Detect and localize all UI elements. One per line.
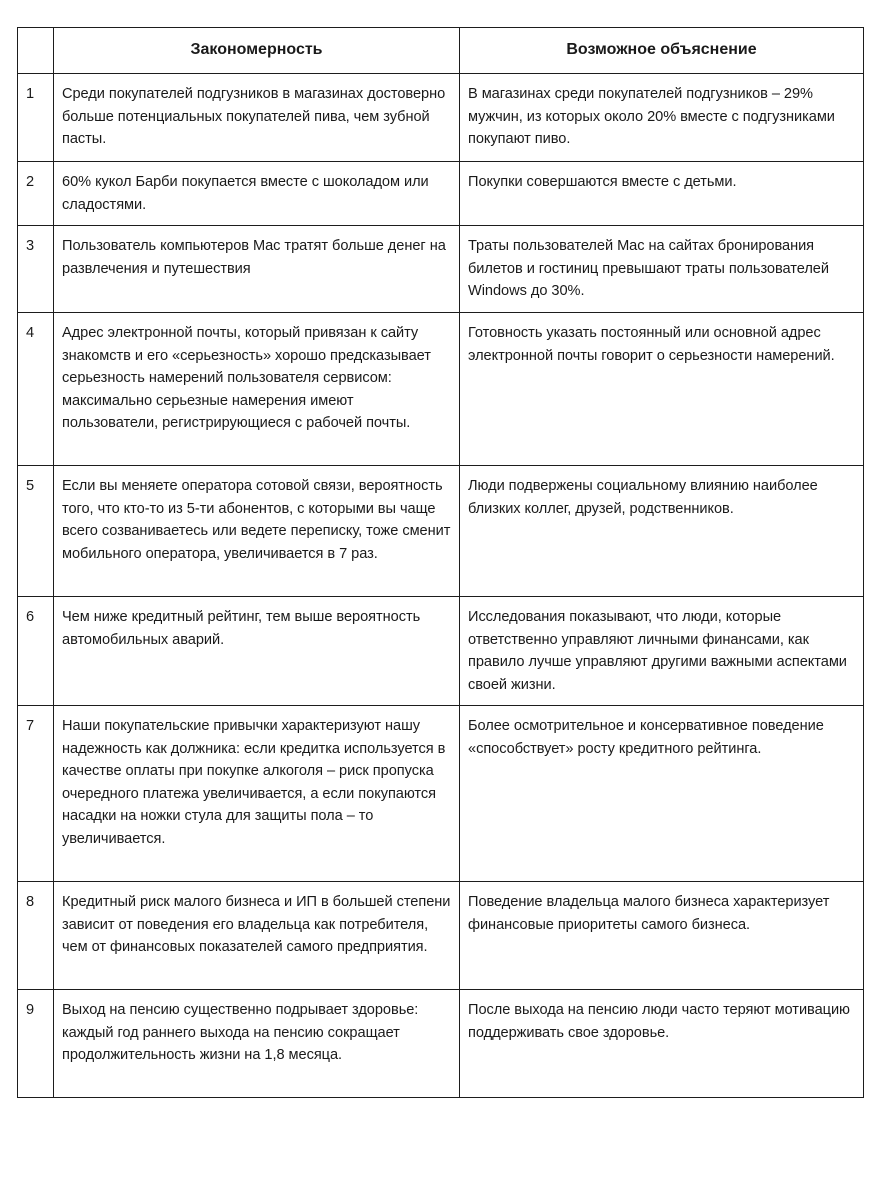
pattern-cell: Адрес электронной почты, который привязан к сайту знакомств и его «серьезность» хорошо предсказывает серьезность намерений пользователя сервисом: максимально серьезные намерения имеют пользователи, регистрирующиеся с рабочей почты. [54,313,460,466]
row-number: 6 [18,597,54,706]
pattern-cell: Кредитный риск малого бизнеса и ИП в большей степени зависит от поведения его владельца как потребителя, чем от финансовых показателей самого предприятия. [54,882,460,990]
row-number: 1 [18,74,54,162]
table-row [18,313,864,466]
pattern-cell: Пользователь компьютеров Mac тратят больше денег на развлечения и путешествия [54,226,460,313]
pattern-cell: 60% кукол Барби покупается вместе с шоколадом или сладостями. [54,162,460,226]
explanation-cell: Траты пользователей Mac на сайтах бронирования билетов и гостиниц превышают траты пользователей Windows до 30%. [460,226,864,313]
table-row [18,466,864,597]
explanation-cell: Поведение владельца малого бизнеса характеризует финансовые приоритеты самого бизнеса. [460,882,864,990]
table-row [18,74,864,162]
row-number: 4 [18,313,54,466]
column-header-explanation: Возможное объяснение [460,28,864,74]
row-number: 2 [18,162,54,226]
row-number: 9 [18,990,54,1098]
explanation-cell: Исследования показывают, что люди, которые ответственно управляют личными финансами, как правило лучше управляют другими важными аспектами своей жизни. [460,597,864,706]
explanation-cell: После выхода на пенсию люди часто теряют мотивацию поддерживать свое здоровье. [460,990,864,1098]
row-number: 5 [18,466,54,597]
row-number: 7 [18,706,54,882]
pattern-cell: Среди покупателей подгузников в магазинах достоверно больше потенциальных покупателей пива, чем зубной пасты. [54,74,460,162]
table-row [18,162,864,226]
pattern-cell: Если вы меняете оператора сотовой связи, вероятность того, что кто-то из 5-ти абонентов, с которыми вы чаще всего созваниваетесь или ведете переписку, тоже сменит мобильного оператора, увеличивается в 7 раз. [54,466,460,597]
explanation-cell: Покупки совершаются вместе с детьми. [460,162,864,226]
pattern-cell: Чем ниже кредитный рейтинг, тем выше вероятность автомобильных аварий. [54,597,460,706]
document-page [17,27,863,1098]
explanation-cell: Более осмотрительное и консервативное поведение «способствует» росту кредитного рейтинга. [460,706,864,882]
pattern-cell: Наши покупательские привычки характеризуют нашу надежность как должника: если кредитка используется в качестве оплаты при покупке алкоголя – риск пропуска очередного платежа увеличивается, а если покупаются насадки на ножки стула для защиты пола – то увеличивается. [54,706,460,882]
table-row [18,597,864,706]
pattern-cell: Выход на пенсию существенно подрывает здоровье: каждый год раннего выхода на пенсию сокращает продолжительность жизни на 1,8 месяца. [54,990,460,1098]
table-row [18,990,864,1098]
row-number: 8 [18,882,54,990]
table-header-row [18,28,864,74]
column-header-number [18,28,54,74]
table-row [18,226,864,313]
table-row [18,706,864,882]
explanation-cell: Готовность указать постоянный или основной адрес электронной почты говорит о серьезности намерений. [460,313,864,466]
row-number: 3 [18,226,54,313]
explanation-cell: Люди подвержены социальному влиянию наиболее близких коллег, друзей, родственников. [460,466,864,597]
column-header-pattern: Закономерность [54,28,460,74]
patterns-table [17,27,864,1098]
explanation-cell: В магазинах среди покупателей подгузников – 29% мужчин, из которых около 20% вместе с подгузниками покупают пиво. [460,74,864,162]
table-row [18,882,864,990]
